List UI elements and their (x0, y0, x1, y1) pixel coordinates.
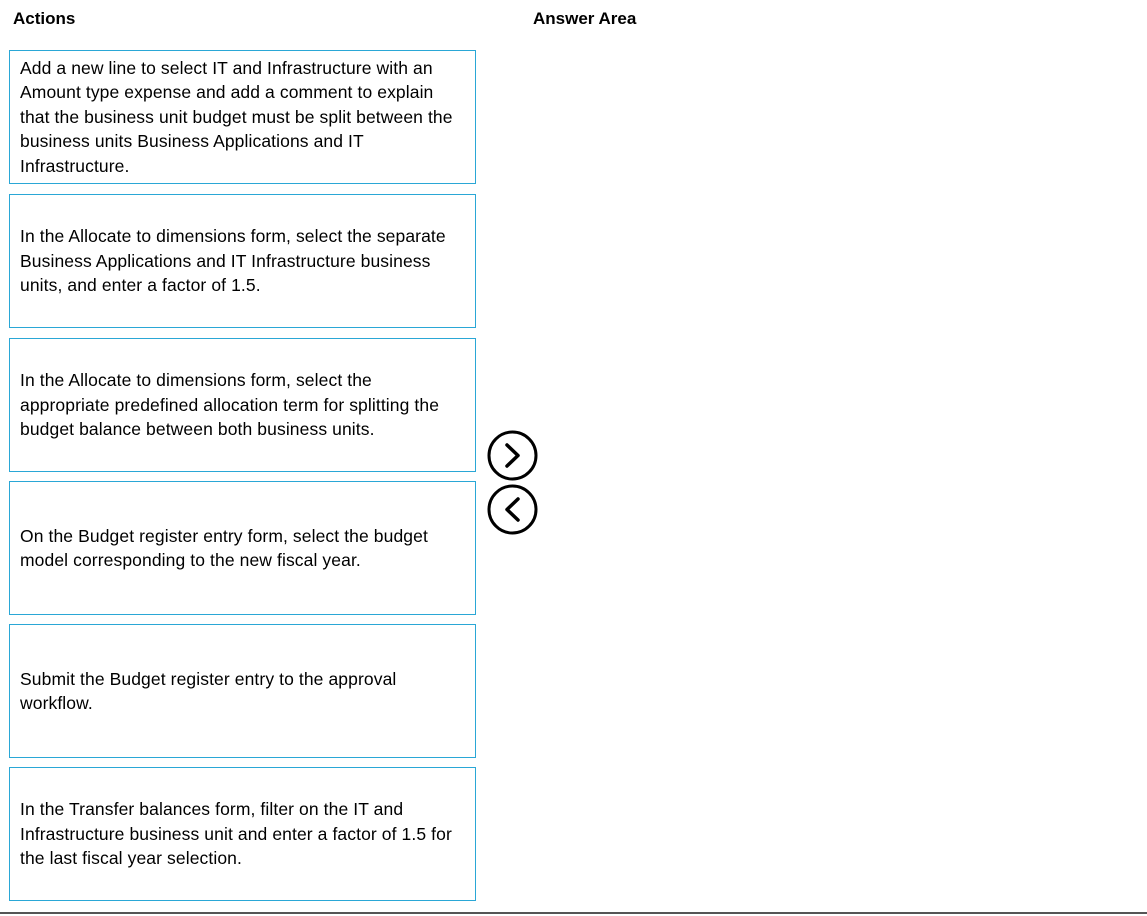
action-item-text: On the Budget register entry form, select the budget model corresponding to the new fiscal year. (20, 525, 428, 570)
move-left-button[interactable] (487, 484, 538, 535)
chevron-left-circle-icon (487, 484, 538, 535)
bottom-divider (0, 912, 1147, 914)
action-item-text: In the Transfer balances form, filter on the IT and Infrastructure business unit and enter a factor of 1.5 for the last fiscal year selection. (20, 799, 452, 869)
action-item[interactable] (9, 481, 476, 615)
action-item-text: Add a new line to select IT and Infrastructure with an Amount type expense and add a comment to explain that the business unit budget must be split between the business units Business Applications and IT Infrastructure. (20, 57, 453, 176)
action-item-text: In the Allocate to dimensions form, select the appropriate predefined allocation term for splitting the budget balance between both business units. (20, 370, 440, 440)
action-item-text: In the Allocate to dimensions form, select the separate Business Applications and IT Infrastructure business units, and enter a factor of 1.5. (20, 226, 446, 296)
move-right-button[interactable] (487, 430, 538, 481)
action-item[interactable] (9, 194, 476, 328)
chevron-right-circle-icon (487, 430, 538, 481)
actions-heading: Actions (13, 9, 76, 28)
action-item[interactable] (9, 338, 476, 472)
action-item[interactable] (9, 50, 476, 184)
action-item[interactable] (9, 767, 476, 901)
answer-area-heading: Answer Area (533, 9, 637, 28)
action-item[interactable] (9, 624, 476, 758)
action-item-text: Submit the Budget register entry to the approval workflow. (20, 668, 397, 713)
